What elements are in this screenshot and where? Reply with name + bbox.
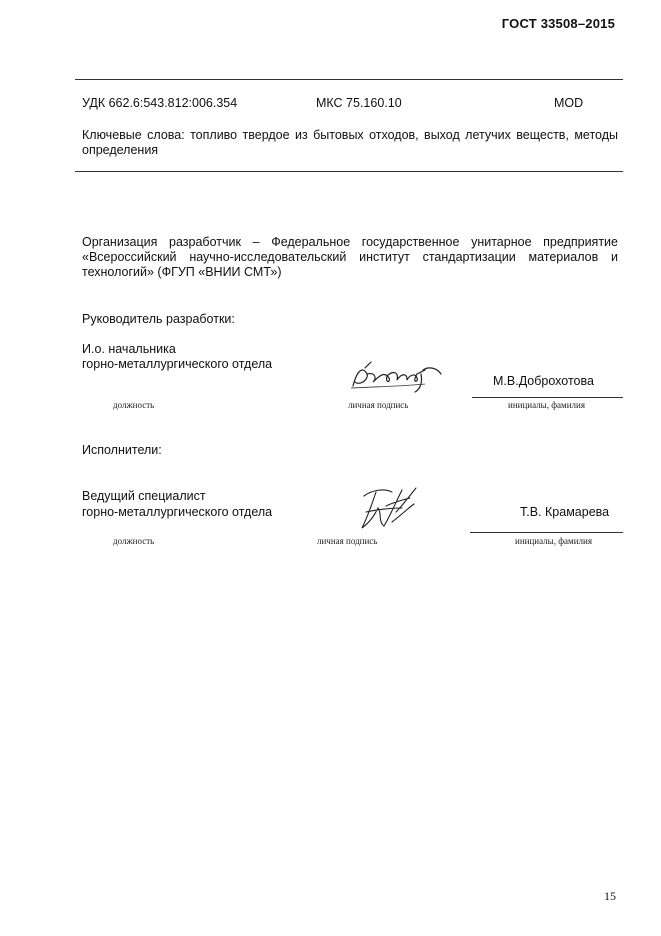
executor-caption-position: должность (113, 536, 155, 546)
leader-position-line1: И.о. начальника (82, 342, 176, 356)
executor-position-line1: Ведущий специалист (82, 489, 206, 503)
standard-code: ГОСТ 33508–2015 (501, 16, 615, 31)
mks-code: МКС 75.160.10 (316, 96, 402, 110)
leader-caption-signature: личная подпись (348, 400, 409, 410)
leader-heading: Руководитель разработки: (82, 312, 235, 326)
executors-heading: Исполнители: (82, 443, 162, 457)
executor-caption-signature: личная подпись (317, 536, 378, 546)
bottom-divider (75, 171, 623, 172)
leader-name: М.В.Доброхотова (493, 374, 594, 388)
executor-caption-name: инициалы, фамилия (515, 536, 592, 546)
developer-organization: Организация разработчик – Федеральное государственное унитарное предприятие «Всероссийский научно-исследовательский институт стандартизации материалов и технологий» (ФГУП «ВНИИ СМТ») (82, 235, 618, 279)
leader-signature (345, 360, 450, 395)
keywords: Ключевые слова: топливо твердое из бытовых отходов, выход летучих веществ, методы определения (82, 128, 618, 157)
top-divider (75, 79, 623, 80)
udk-code: УДК 662.6:543.812:006.354 (82, 96, 238, 110)
executor-name-line (470, 532, 623, 533)
mod-label: MOD (554, 96, 584, 110)
leader-caption-name: инициалы, фамилия (508, 400, 585, 410)
executor-name: Т.В. Крамарева (520, 505, 610, 519)
leader-position-line2: горно-металлургического отдела (82, 357, 273, 371)
executor-signature (356, 482, 426, 534)
leader-name-line (472, 397, 623, 398)
executor-position-line2: горно-металлургического отдела (82, 505, 273, 519)
page-number: 15 (604, 889, 616, 903)
leader-caption-position: должность (113, 400, 155, 410)
